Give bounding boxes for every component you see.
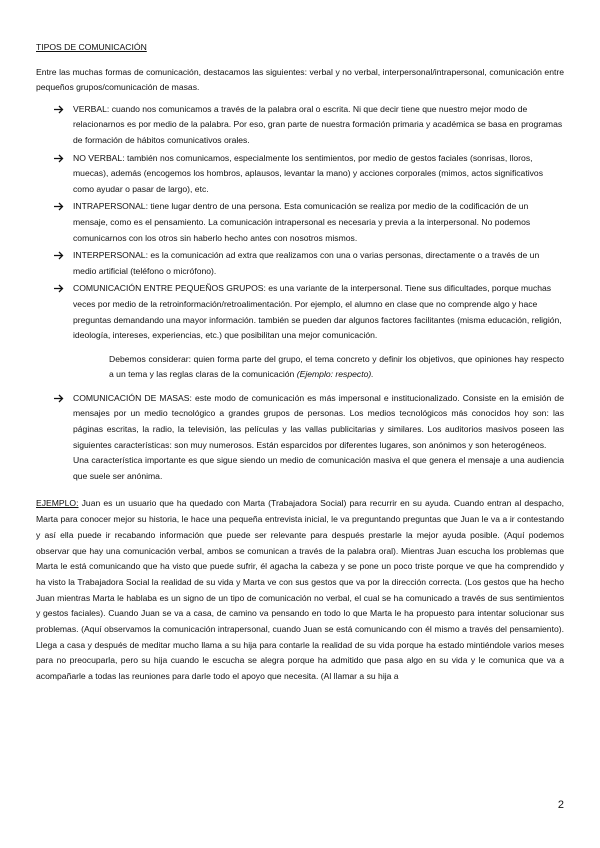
arrow-bullet-icon [54, 248, 68, 260]
item-label: NO VERBAL: [73, 152, 125, 163]
item-label: COMUNICACIÓN DE MASAS: [73, 392, 192, 403]
item-label: INTRAPERSONAL: [73, 201, 148, 212]
item-label: INTERPERSONAL: [73, 250, 148, 261]
communication-types-list [36, 102, 564, 344]
list-item [36, 391, 564, 485]
item-label: VERBAL: [73, 103, 110, 114]
arrow-bullet-icon [54, 391, 68, 403]
item-extra-paragraph: Una característica importante es que sigue siendo un medio de comunicación masiva el que genera el mensaje a una audiencia que suele ser anónima. [73, 455, 564, 481]
item-label: COMUNICACIÓN ENTRE PEQUEÑOS GRUPOS: [73, 283, 266, 294]
example-label: EJEMPLO: [36, 498, 79, 509]
list-item [36, 281, 564, 343]
item-text: es una variante de la interpersonal. Tiene sus dificultades, porque muchas veces por medio de la retroinformación/retroalimentación. Por ejemplo, el alumno en clase que no comprende algo y hace preguntas demandando una mayor información. también se pueden dar algunos factores facilitantes (misma educación, religión, ideología, intereses, experiencias, etc.) que posibilitan una mejor comunicación. [73, 283, 562, 341]
arrow-bullet-icon [54, 102, 68, 114]
item-text: es la comunicación ad extra que realizamos con una o varias personas, directamente o a través de un medio artificial (teléfono o micrófono). [73, 250, 540, 276]
item-text: tiene lugar dentro de una persona. Esta comunicación se realiza por medio de la codificación de un mensaje, como es el pensamiento. La comunicación intrapersonal es necesaria y previa a la interpersonal. No podemos comunicarnos con los otros sin haberlo hecho antes con nosotros mismos. [73, 201, 531, 243]
example-text: Juan es un usuario que ha quedado con Marta (Trabajadora Social) para recurrir en su ayuda. Cuando entran al despacho, Marta para conocer mejor su historia, le hace una pequeña entrevista inicial, le va preguntando preguntas que Juan le va a ir contestando y así ella puede ir recabando información que puede ser relevante para después prestarle la mejor ayuda posible. (Aquí podemos observar que hay una comunicación verbal, ambos se comunican a través de la palabra oral). Mientras Juan escucha los problemas que Marta le está comunicando que ha visto que puede sufrir, él agacha la cabeza y se pone un poco triste porque ve que ha comprendido y ha visto la Trabajadora Social la realidad de su vida y Marta ve con sus gestos que va por la dirección correcta. (Los gestos que ha hecho Juan mientras Marta le hablaba es un signo de un tipo de comunicación no verbal, el cual se ha comunicado a través de sus sentimientos y gestos faciales). Cuando Juan se va a casa, de camino va pensando en todo lo que Marta le ha propuesto para intentar solucionar sus problemas. (Aquí observamos la comunicación intrapersonal, cuando Juan se está comunicando con él mismo a través del pensamiento). Llega a casa y después de meditar mucho llama a su hija para contarle la realidad de su vida porque ha estado mintiéndole varios meses para no preocuparla, pero su hija cuando le escucha se alegra porque ha admitido que pasa algo en su vida y le comunica que va a acompañarle a todas las reuniones para darle todo el apoyo que necesita. (Al llamar a su hija a [36, 498, 564, 682]
communication-types-list-cont [36, 391, 564, 485]
list-item [36, 248, 564, 279]
item-text: cuando nos comunicamos a través de la palabra oral o escrita. Ni que decir tiene que nuestro mejor modo de relacionarnos es por medio de la palabra. Por eso, gran parte de nuestra formación primaria y académica se basa en programas de formación de hábitos comunicativos orales. [73, 103, 563, 145]
note-italic: (Ejemplo: respecto). [296, 369, 374, 380]
arrow-bullet-icon [54, 281, 68, 293]
list-item [36, 199, 564, 246]
example-paragraph [36, 496, 564, 684]
arrow-bullet-icon [54, 151, 68, 163]
intro-paragraph: Entre las muchas formas de comunicación, destacamos las siguientes: verbal y no verbal, interpersonal/intrapersonal, comunicación entre pequeños grupos/comunicación de masas. [36, 66, 564, 93]
list-item [36, 102, 564, 149]
item-text: también nos comunicamos, especialmente los sentimientos, por medio de gestos faciales (sonrisas, lloros, muecas), además (encogemos los hombros, aplausos, levantar la mano) y acciones corporales (mimos, actos significativos como ayudar o pasar de largo), etc. [73, 152, 543, 194]
section-title: TIPOS DE COMUNICACIÓN [36, 42, 147, 52]
arrow-bullet-icon [54, 199, 68, 211]
indented-note [36, 352, 564, 383]
page-number: 2 [557, 799, 564, 811]
list-item [36, 151, 564, 198]
item-text: este modo de comunicación es más impersonal e institucionalizado. Consiste en la emisión de mensajes por un medio tecnológico a grandes grupos de personas. Los medios tecnológicos más conocidos hoy son: las páginas escritas, la radio, la televisión, las películas y las vallas publicitarias y similares. Los auditorios masivos poseen las siguientes características: son muy numerosos. Están esparcidos por diferentes lugares, son anónimos y son heterogéneos. [73, 392, 564, 450]
note-text: Debemos considerar: quien forma parte del grupo, el tema concreto y definir los objetivos, que opiniones hay respecto a un tema y las reglas claras de la comunicación [109, 353, 564, 380]
